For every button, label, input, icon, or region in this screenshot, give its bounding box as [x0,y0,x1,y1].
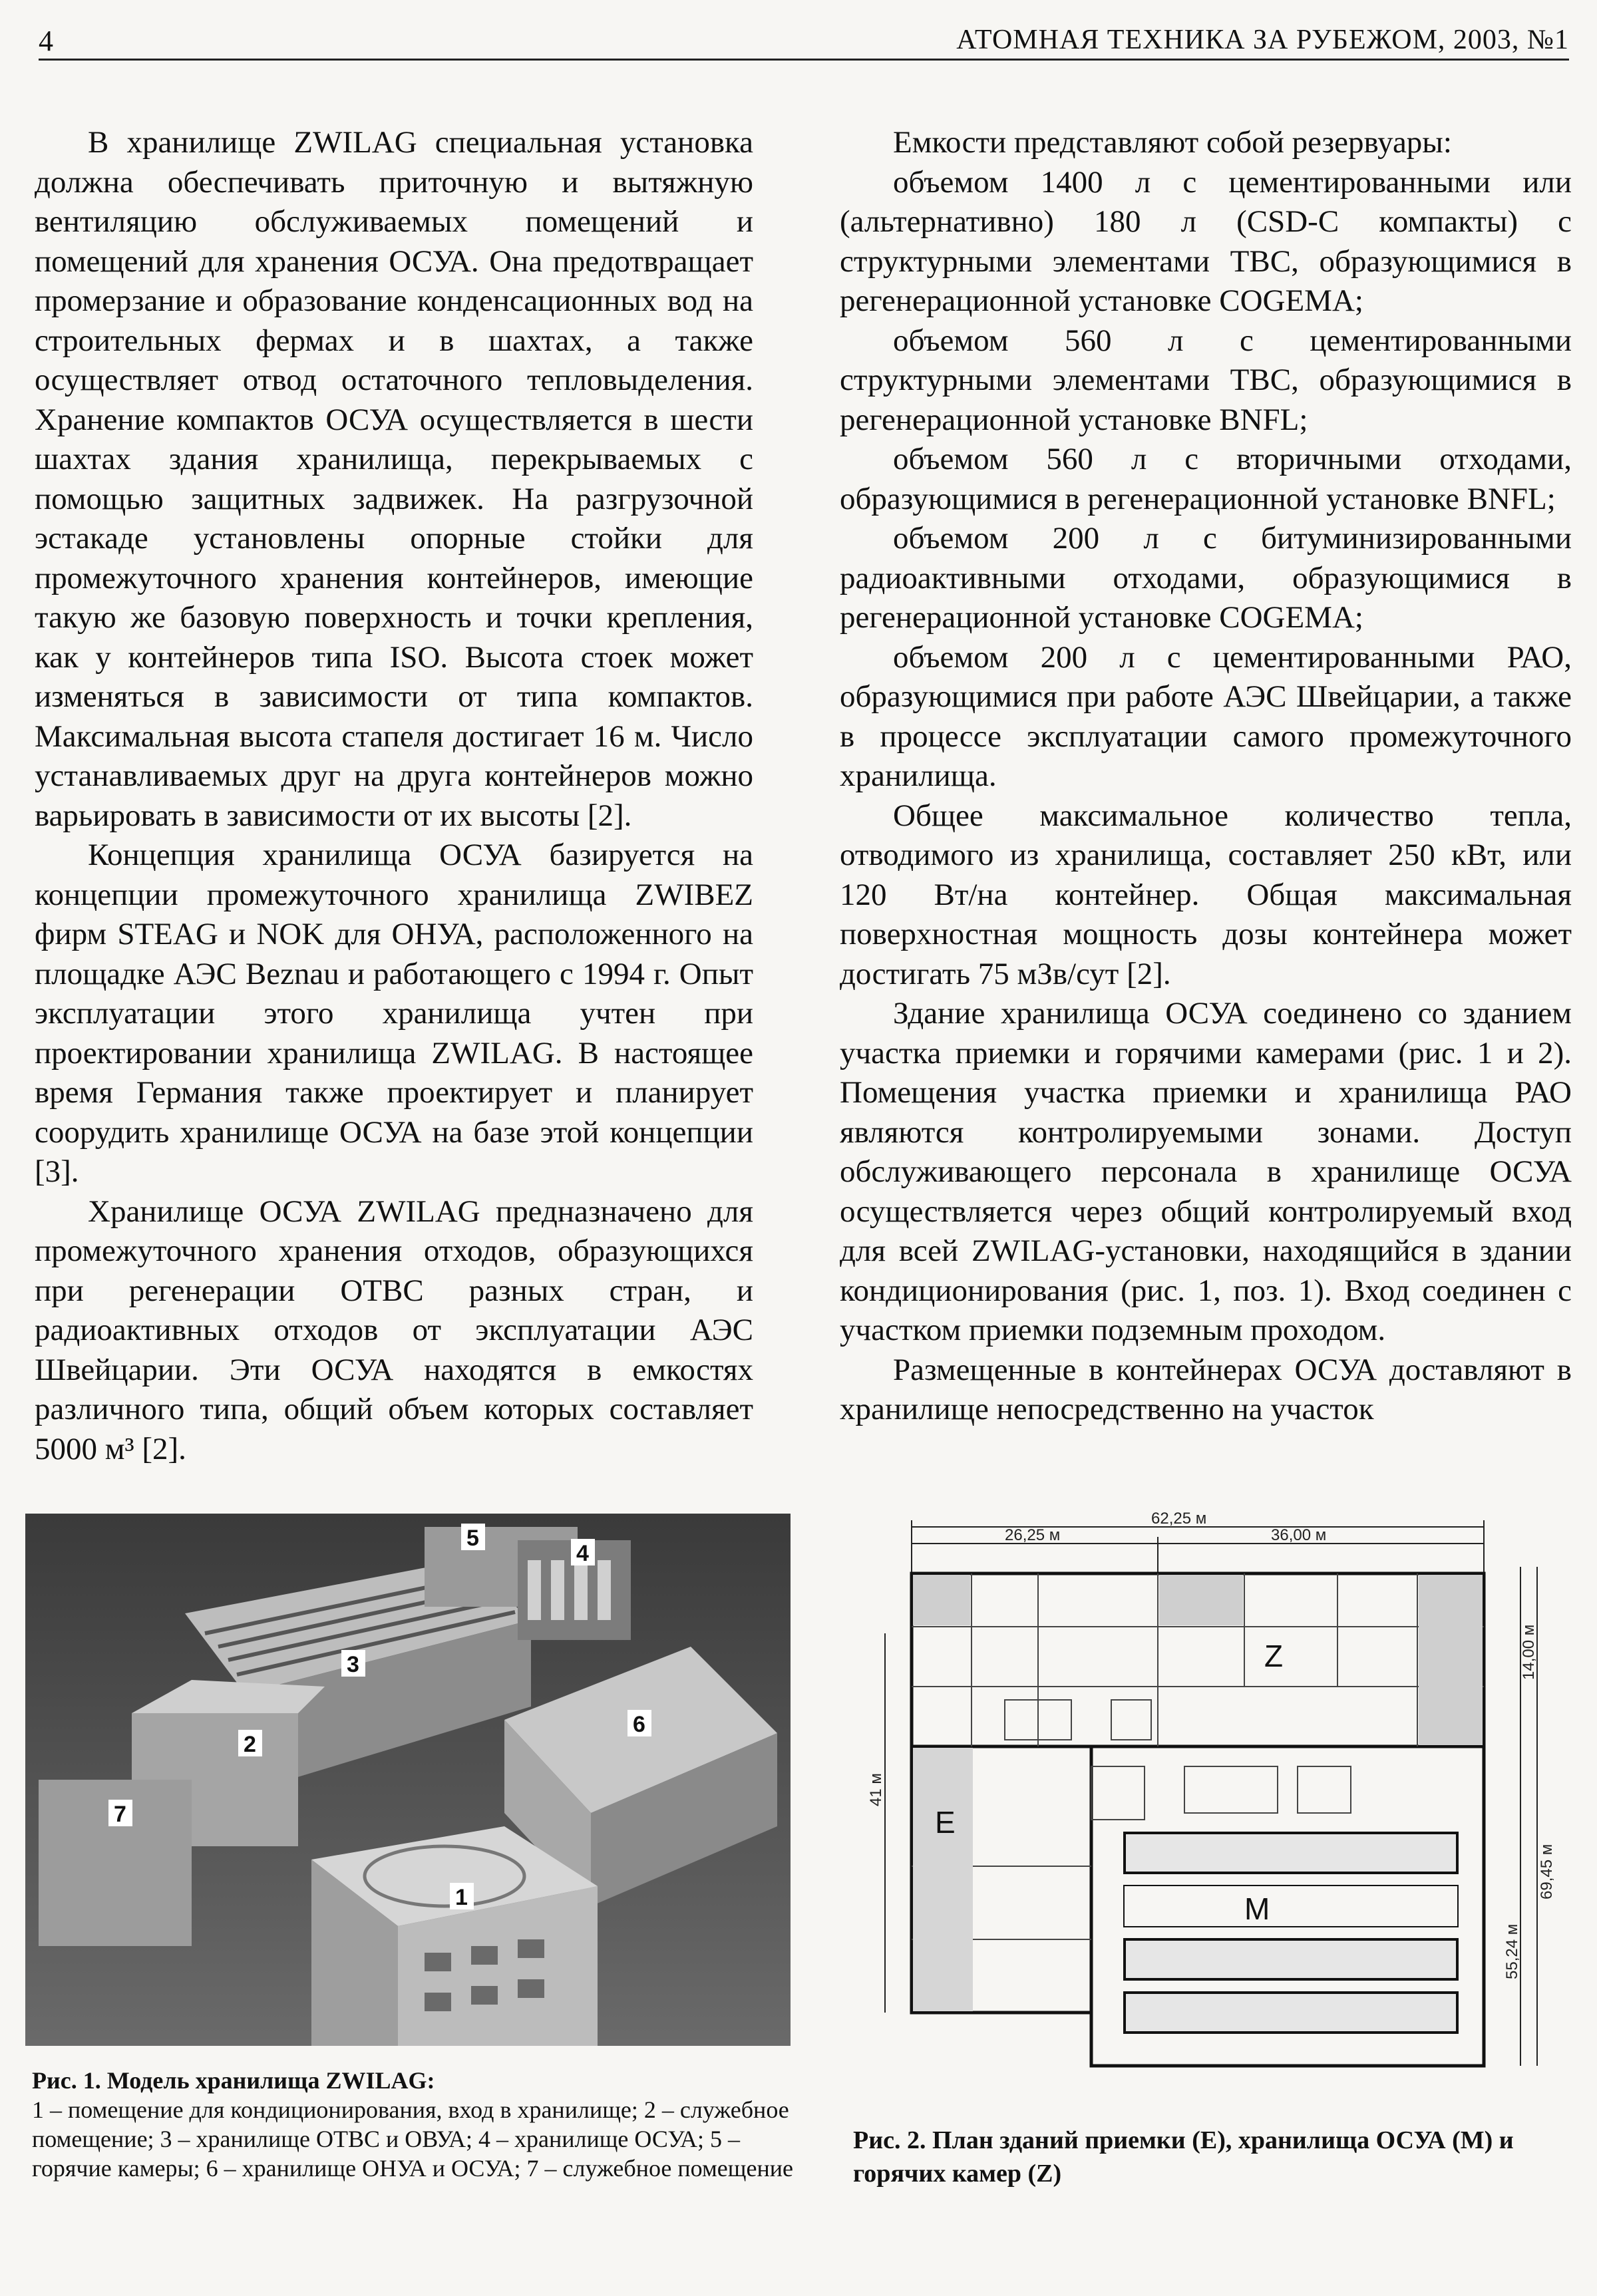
paragraph: Хранилище ОСУА ZWILAG предназначено для промежуточного хранения отходов, образующихся при регенерации ОТВС разных стран, и радиоактивных отходов от эксплуатации АЭС Швейцарии. Эти ОСУА находятся в емкостях различного типа, общий объем которых составляет 5000 м³ [2]. [35,1194,753,1466]
storage-label-band [1125,1886,1457,1926]
paragraph: объемом 200 л с битуминизированными радиоактивными отходами, образующимися в регенерационной установке COGEMA; [840,521,1572,635]
journal-title: АТОМНАЯ ТЕХНИКА ЗА РУБЕЖОМ, 2003, №1 [956,25,1569,55]
dim-height-left: 41 м [867,1773,885,1806]
label-m: M [1244,1891,1270,1926]
page-number: 4 [39,25,53,57]
paragraph: Размещенные в контейнерах ОСУА доставляют в хранилище непосредственно на участок [840,1352,1572,1426]
paragraph: объемом 1400 л с цементированными или (альтернативно) 180 л (CSD-C компакты) с структурными элементами ТВС, образующимися в регенерационной установке COGEMA; [840,164,1572,318]
paragraph: Общее максимальное количество тепла, отводимого из хранилища, составляет 250 кВт, или 120 Вт/на контейнер. Общая максимальная поверхностная мощность дозы контейнера может достигать 75 мЗв/сут [2]. [840,798,1572,991]
fig1-label-4: 4 [576,1541,589,1566]
paragraph: объемом 560 л с вторичными отходами, образующимися в регенерационной установке BNFL; [840,442,1572,516]
page-header [39,15,1569,61]
figure1-caption-title: Рис. 1. Модель хранилища ZWILAG: [32,2067,435,2094]
dim-left-width: 26,25 м [1005,1526,1061,1544]
paragraph: В хранилище ZWILAG специальная установка должна обеспечивать приточную и вытяжную вентиляцию обслуживаемых помещений и помещений для хранения ОСУА. Она предотвращает промерзание и образование конденсационных вод на строительных фермах и в шахтах, а также осуществляет отвод остаточного тепловыделения. Хранение компактов ОСУА осуществляется в шести шахтах здания хранилища, перекрываемых с помощью защитных задвижек. На разгрузочной эстакаде установлены опорные стойки для промежуточного хранения контейнеров, имеющие такую же базовую поверхность и точки крепления, как у контейнеров типа ISO. Высота стоек может изменяться в зависимости от типа компактов. Максимальная высота стапеля достигает 16 м. Число устанавливаемых друг на друга контейнеров можно варьировать в зависимости от их высоты [2]. [35,125,753,833]
dim-right-total: 69,45 м [1538,1844,1556,1899]
paragraph: Емкости представляют собой резервуары: [893,125,1452,160]
figure1-caption-text: 1 – помещение для кондиционирования, вход в хранилище; 2 – служебное помещение; 3 – хранилище ОТВС и ОВУА; 4 – хранилище ОСУА; 5 – горячие камеры; 6 – хранилище ОНУА и ОСУА; 7 – служебное помещение [32,2096,793,2182]
figure2-floor-plan [867,1510,1570,2126]
fig1-label-1: 1 [455,1885,468,1910]
fig1-label-3: 3 [347,1652,359,1677]
fig1-label-7: 7 [114,1802,126,1827]
dim-total-width: 62,25 м [1151,1510,1207,1528]
right-column [840,123,1572,1430]
figure1-caption [32,2066,797,2183]
figure1-model-photo [25,1514,791,2046]
dim-right-top: 14,00 м [1520,1624,1538,1680]
fig1-label-5: 5 [466,1526,479,1551]
paragraph: Здание хранилища ОСУА соединено со зданием участка приемки и горячими камерами (рис. 1 и 2). Помещения участка приемки и хранилища РАО являются контролируемыми зонами. Доступ обслуживающего персонала в хранилище ОСУА осуществляется через общий контролируемый вход для всей ZWILAG-установки, находящийся в здании кондиционирования (рис. 1, поз. 1). Вход соединен с участком приемки подземным проходом. [840,996,1572,1347]
dim-right-width: 36,00 м [1271,1526,1327,1544]
figure2-caption: Рис. 2. План зданий приемки (E), хранилища ОСУА (M) и горячих камер (Z) [853,2126,1514,2188]
label-e: E [935,1805,956,1840]
fig1-label-6: 6 [633,1712,645,1737]
paragraph: объемом 200 л с цементированными РАО, образующимися при работе АЭС Швейцарии, а также в процессе эксплуатации самого промежуточного хранилища. [840,639,1572,793]
dim-right-bottom: 55,24 м [1503,1923,1521,1979]
label-z: Z [1264,1639,1284,1673]
fig1-label-2: 2 [244,1732,256,1757]
paragraph: объемом 560 л с цементированными структурными элементами ТВС, образующимися в регенерационной установке BNFL; [840,323,1572,437]
left-column [35,123,753,1469]
paragraph: Концепция хранилища ОСУА базируется на концепции промежуточного хранилища ZWIBEZ фирм STEAG и NOK для ОНУА, расположенного на площадке АЭС Beznau и работающего с 1994 г. Опыт эксплуатации этого хранилища учтен при проектировании хранилища ZWILAG. В настоящее время Германия также проектирует и планирует соорудить хранилище ОСУА на базе этой концепции [3]. [35,838,753,1189]
